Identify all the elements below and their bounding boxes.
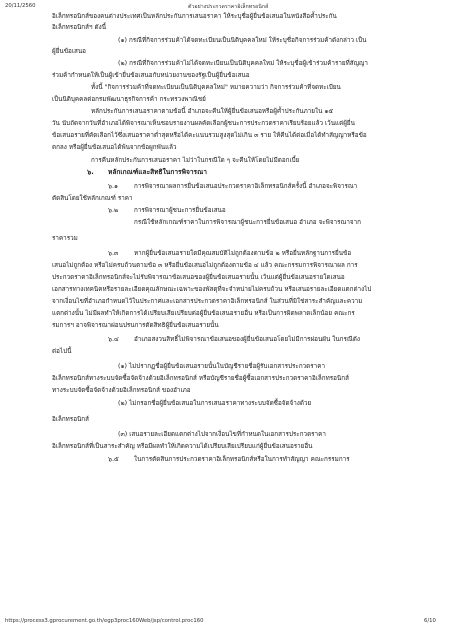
paragraph-line: อิเล็กทรอนิกส์ (52, 416, 89, 423)
paragraph-line: ในการตัดสินการประกวดราคาอิเล็กทรอนิกส์หรือในการทำสัญญา คณะกรรมการ (134, 456, 350, 463)
paragraph-line: ทั้งนี้ "กิจการร่วมค้าที่จดทะเบียนเป็นนิติบุคคลใหม่" หมายความว่า กิจการร่วมค้าที่จดทะเบียน (91, 84, 341, 91)
paragraph-line: ตัดสินโดยใช้หลักเกณฑ์ ราคา (52, 195, 133, 202)
paragraph-line: (๒) กรณีที่กิจการร่วมค้าไม่ได้จดทะเบียนเป็นนิติบุคคลใหม่ ให้ระบุชื่อผู้เข้าร่วมค้ารายที่สัญญา (118, 60, 368, 67)
paragraph-line: (๓) เสนอรายละเอียดแตกต่างไปจากเงื่อนไขที่กำหนดในเอกสารประกวดราคา (118, 431, 326, 438)
clause-number: ๖.๑ (108, 183, 119, 190)
clause-number: ๖.๓ (108, 250, 119, 257)
paragraph-line: การคืนหลักประกันการเสนอราคา ไม่ว่าในกรณีใด ๆ จะคืนให้โดยไม่มีดอกเบี้ย (91, 157, 300, 164)
paragraph-line: อำเภอสงวนสิทธิ์ไม่พิจารณาข้อเสนอของผู้ยื่นข้อเสนอโดยไม่มีการผ่อนผัน ในกรณีดัง (134, 336, 360, 343)
paragraph-line: วัน นับถัดจากวันที่อำเภอได้พิจารณาเห็นชอบรายงานผลคัดเลือกผู้ชนะการประกวดราคาเรียบร้อยแล้ว เว้นแต่ผู้ยื่น (52, 120, 355, 127)
paragraph-line: (๒) ไม่กรอกชื่อผู้ยื่นข้อเสนอในการเสนอราคาทางระบบจัดซื้อจัดจ้างด้วย (118, 400, 312, 407)
paragraph-line: อิเล็กทรอนิกส์ฯ ดังนี้ (52, 24, 107, 31)
paragraph-line: เสนอไม่ถูกต้อง หรือไม่ครบถ้วนตามข้อ ๓ หรือยื่นข้อเสนอไม่ถูกต้องตามข้อ ๔ แล้ว คณะกรรมการพิจารณาผล การ (52, 262, 358, 269)
header-document-title: ตัวอย่างประกวดราคาอิเล็กทรอนิกส์ (188, 4, 269, 10)
paragraph-line: รมการฯ อาจพิจารณาผ่อนปรนการตัดสิทธิผู้ยื่นข้อเสนอรายนั้น (52, 322, 219, 329)
footer-page-number: 6/10 (424, 618, 436, 624)
clause-number: ๖.๒ (108, 207, 119, 214)
paragraph-line: หลักประกันการเสนอราคาตามข้อนี้ อำเภอจะคืนให้ผู้ยื่นข้อเสนอหรือผู้ค้ำประกันภายใน ๑๕ (91, 108, 334, 115)
clause-number: ๖.๔ (108, 336, 119, 343)
paragraph-line: เอกสารทางเทคนิคหรือรายละเอียดคุณลักษณะเฉพาะของพัสดุที่จะจำหน่ายไม่ครบถ้วน หรือเสนอรายละเอียดแตกต่างไป (52, 286, 372, 293)
paragraph-line: กรณีใช้หลักเกณฑ์ราคาในการพิจารณาผู้ชนะการยื่นข้อเสนอ อำเภอ จะพิจารณาจาก (134, 219, 361, 226)
paragraph-line: ราคารวม (52, 235, 78, 242)
section-number: ๖. (87, 168, 94, 176)
paragraph-line: เป็นนิติบุคคลต่อกรมพัฒนาธุรกิจการค้า กระทรวงพาณิชย์ (52, 96, 206, 103)
header-date: 20/11/2560 (5, 3, 36, 9)
paragraph-line: ข้อเสนอรายที่คัดเลือกไว้ซึ่งเสนอราคาต่ำสุดหรือได้คะแนนรวมสูงสุดไม่เกิน ๓ ราย ให้คืนได้ต่อเมื่อได้ทำสัญญาหรือข้อ (52, 132, 367, 139)
paragraph-line: การพิจารณาผลการยื่นข้อเสนอประกวดราคาอิเล็กทรอนิกส์ครั้งนี้ อำเภอจะพิจารณา (134, 183, 358, 190)
paragraph-line: แตกต่างนั้น ไม่มีผลทำให้เกิดการได้เปรียบเสียเปรียบต่อผู้ยื่นข้อเสนอรายอื่น หรือเป็นการผิดพลาดเล็กน้อย คณะกร (52, 310, 355, 317)
paragraph-line: (๑) กรณีที่กิจการร่วมค้าได้จดทะเบียนเป็นนิติบุคคลใหม่ ให้ระบุชื่อกิจการร่วมค้าดังกล่าว เป็น (118, 37, 367, 44)
paragraph-line: หากผู้ยื่นข้อเสนอรายใดมีคุณสมบัติไม่ถูกต้องตามข้อ ๒ หรือยื่นหลักฐานการยื่นข้อ (134, 250, 352, 257)
paragraph-line: ประกวดราคาอิเล็กทรอนิกส์จะไม่รับพิจารณาข้อเสนอของผู้ยื่นข้อเสนอรายนั้น เว้นแต่ผู้ยื่นข้อเสนอรายใดเสนอ (52, 274, 345, 281)
paragraph-line: ทางระบบจัดซื้อจัดจ้างด้วยอิเล็กทรอนิกส์ ของอำเภอ (52, 387, 191, 394)
paragraph-line: ต่อไปนี้ (52, 348, 72, 355)
paragraph-line: การพิจารณาผู้ชนะการยื่นข้อเสนอ (134, 207, 226, 214)
paragraph-line: จากเงื่อนไขที่อำเภอกำหนดไว้ในประกาศและเอกสารประกวดราคาอิเล็กทรอนิกส์ ในส่วนที่มิใช่สาระสำคัญและความ (52, 298, 363, 305)
paragraph-line: อิเล็กทรอนิกส์ทางระบบจัดซื้อจัดจ้างด้วยอิเล็กทรอนิกส์ หรือบัญชีรายชื่อผู้ซื้อเอกสารประกวดราคาอิเล็กทรอนิกส์ (52, 375, 349, 382)
paragraph-line: ร่วมค้ากำหนดให้เป็นผู้เข้ายื่นข้อเสนอกับหน่วยงานของรัฐเป็นผู้ยื่นข้อเสนอ (52, 72, 250, 79)
clause-number: ๖.๕ (108, 456, 119, 463)
page-footer (0, 618, 450, 630)
paragraph-line: อิเล็กทรอนิกส์ที่เป็นสาระสำคัญ หรือมีผลทำให้เกิดความได้เปรียบเสียเปรียบแก่ผู้ยื่นข้อเสนอรายอื่น (52, 443, 313, 450)
footer-url[interactable]: https://process3.gprocurement.go.th/egp3proc160Web/jsp/control.proc160 (5, 618, 204, 624)
paragraph-line: ตกลง หรือผู้ยื่นข้อเสนอได้พ้นจากข้อผูกพันแล้ว (52, 144, 177, 151)
paragraph-line: อิเล็กทรอนิกส์ของคนต่างประเทศเป็นหลักประกันการเสนอราคา ให้ระบุชื่อผู้ยื่นข้อเสนอในหนังสือค้ำประกัน (52, 13, 337, 20)
paragraph-line: (๑) ไม่ปรากฏชื่อผู้ยื่นข้อเสนอรายนั้นในบัญชีรายชื่อผู้รับเอกสารประกวดราคา (118, 363, 325, 370)
paragraph-line: ผู้ยื่นข้อเสนอ (52, 48, 86, 55)
section-heading: หลักเกณฑ์และสิทธิในการพิจารณา (108, 168, 207, 176)
